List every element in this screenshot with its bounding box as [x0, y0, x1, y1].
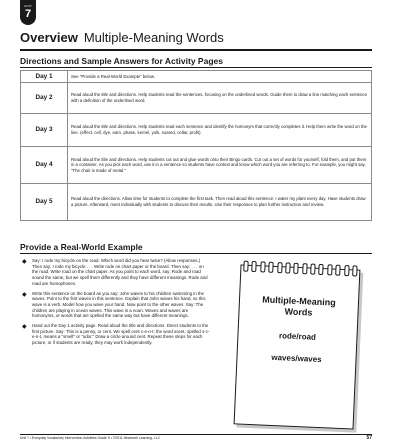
chart-word-pair-1: rode/road	[278, 331, 317, 342]
page-title	[20, 30, 224, 46]
directions-table	[20, 70, 372, 221]
page-number: 57	[366, 435, 372, 441]
day-label: Day 1	[21, 71, 68, 83]
chart-title-line1: Multiple-Meaning	[262, 294, 336, 308]
unit-label: UNIT	[23, 4, 33, 8]
footer-divider	[20, 434, 372, 435]
real-world-divider	[20, 253, 372, 254]
chart-title	[239, 293, 358, 320]
chart-paper-pad	[234, 264, 361, 429]
day-label: Day 3	[21, 114, 68, 147]
diamond-bullet-icon: ◆	[22, 324, 27, 331]
bullet-text: Write this sentence on the board as you say: John waves to his children swimming in the waves. Point to the first waves in this sentence. Explain that John waves his hand, so this wave is a verb. Model how you wave your hand. Now point to the other waves. Say: The children are playing in ocean waves. This wave is a noun. Waves and waves are homonyms, or words that are spelled the same way but have different meanings.	[32, 290, 206, 319]
title-divider	[20, 49, 372, 51]
chart-word-pair-2: waves/waves	[271, 352, 322, 365]
table-row	[21, 71, 372, 83]
list-item	[22, 291, 210, 320]
directions-heading: Directions and Sample Answers for Activity Pages	[20, 56, 223, 66]
table-row	[21, 184, 372, 221]
table-row	[21, 83, 372, 114]
directions-divider	[20, 67, 372, 68]
table-row	[21, 114, 372, 147]
diamond-bullet-icon: ◆	[22, 291, 27, 298]
topic-label: Multiple-Meaning Words	[83, 30, 224, 45]
spiral-binding-icon	[243, 261, 357, 276]
day-label: Day 4	[21, 147, 68, 184]
day-text: See "Provide a Real-World Example" below.	[68, 71, 372, 83]
real-world-heading: Provide a Real-World Example	[20, 242, 143, 252]
day-text: Read aloud the title and directions. Help students read the sentences, focusing on the underlined words. Guide them to draw a line matching each sentence with a definition of the underlined word.	[68, 83, 372, 114]
unit-number: 7	[24, 8, 32, 20]
overview-label: Overview	[20, 30, 78, 45]
day-label: Day 2	[21, 83, 68, 114]
footer-text: Unit 7 • Everyday Vocabulary Intervention Activities Grade 5 • ©2011 Newmark Learning, LLC	[20, 436, 161, 440]
list-item	[22, 258, 210, 287]
day-text: Read aloud the title and directions. Help students cut out and glue words onto their Bingo cards. Cut out a set of words for yourself, fold them, and put them in a container. As you pick each word, use it in a sentence so students have context and know which word you are referring to. For example, you might say, "The chair is made of metal."	[68, 147, 372, 184]
bullet-text: Hand out the Day 1 activity page. Read aloud the title and directions. Direct students to the first picture. Say: This is a penny, or cent. We spell cent c-e-n-t; the word scent, spelled s-c-e-n-t, means a "smell" or "odor." Draw a circle around cent. Repeat these steps for each picture, or if students are ready, they may work independently.	[32, 323, 210, 346]
bullet-text: Say: I rode my bicycle on the road. Which word did you hear twice? (Allow responses.) Then say: I rode my bicycle . . . Write rode on chart paper or the board. Then say: . . . on the road. Write road on the chart paper. As you point to each word, say: Rode and road sound the same, but we spell them differently and they have different meanings. Rode and road are homophones.	[32, 258, 208, 286]
unit-tab	[20, 0, 36, 25]
diamond-bullet-icon: ◆	[22, 259, 27, 265]
chart-title-line2: Words	[284, 306, 313, 318]
day-text: Read aloud the directions. Allow time for students to complete the first task. Then read aloud this sentence: I water my plant every day. Have students draw a picture. Afterward, meet individually with students to discuss their results. Use their responses to plan further instruction and review.	[68, 184, 372, 221]
list-item	[22, 323, 210, 346]
table-row	[21, 147, 372, 184]
day-text: Read aloud the title and directions. Help students read each sentence and identify the homonym that correctly completes it. Help them write the word on the line. (effect, cell, dye, earn, phase, kernel, yolk, soared, cellar, profit)	[68, 114, 372, 147]
chart-paper-illustration	[229, 263, 367, 431]
day-label: Day 5	[21, 184, 68, 221]
real-world-list	[22, 258, 210, 350]
